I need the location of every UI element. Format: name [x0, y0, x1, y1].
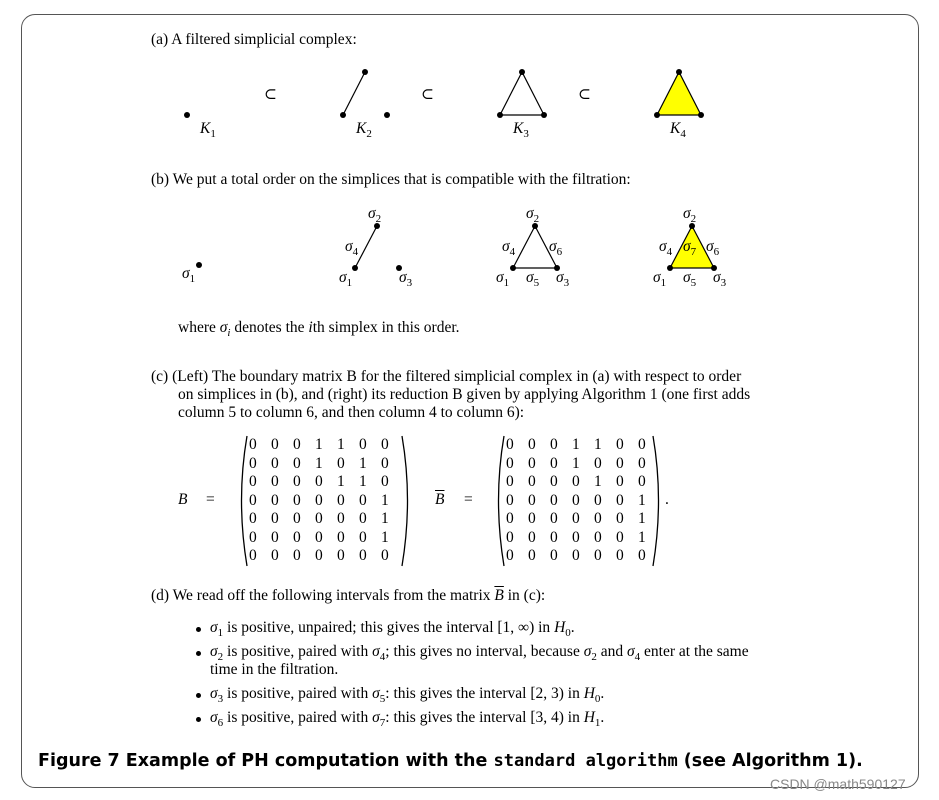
matrix-cell: 0 — [506, 547, 514, 564]
matrix-cell: 0 — [594, 528, 602, 546]
matrix-cell: 0 — [616, 473, 624, 490]
bullet-3: $\sigma_3$ is positive, paired with $\sigma_5$: this gives the interval [2, 3) in $H_0$. — [210, 685, 605, 706]
matrix-cell: 1 — [381, 528, 389, 546]
matrix-cell: 1 — [337, 436, 345, 453]
matrix-cell: 0 — [528, 454, 536, 472]
matrix-cell: 1 — [381, 491, 389, 509]
sigma-label: $\sigma_1$ — [339, 269, 353, 290]
matrix-cell: 0 — [271, 510, 279, 527]
matrix-cell: 0 — [506, 454, 514, 472]
matrix-cell: 0 — [638, 454, 646, 472]
subset-symbol: ⊂ — [264, 86, 277, 103]
matrix-cell: 0 — [271, 436, 279, 453]
sigma-label: $\sigma_6$ — [549, 238, 563, 259]
section-a-heading: (a) A filtered simplicial complex: — [151, 31, 357, 48]
matrix-cell: 0 — [315, 473, 323, 490]
matrix-cell: 0 — [293, 454, 301, 472]
matrix-cell: 0 — [616, 528, 624, 546]
matrix-cell: 0 — [572, 528, 580, 546]
matrix-cell: 0 — [337, 510, 345, 527]
matrix-cell: 0 — [293, 491, 301, 509]
matrix-cell: 0 — [528, 473, 536, 490]
matrix-cell: 0 — [506, 528, 514, 546]
matrix-cell: 0 — [249, 510, 257, 527]
matrix-cell: 0 — [359, 491, 367, 509]
section-c-line2: on simplices in (b), and (right) its reduction B given by applying Algorithm 1 (one first adds — [178, 386, 751, 403]
matrix-cell: 0 — [249, 547, 257, 564]
matrix-cell: 0 — [271, 547, 279, 564]
section-d-heading: (d) We read off the following intervals from the matrix $\overline{B}$ in (c): — [151, 587, 546, 604]
matrix-cell: 0 — [550, 510, 558, 527]
matrix-cell: 0 — [337, 528, 345, 546]
matrix-cell: 0 — [293, 547, 301, 564]
section-c-line1: (c) (Left) The boundary matrix B for the filtered simplicial complex in (a) with respect to order — [151, 368, 742, 385]
matrix-cell: 0 — [572, 491, 580, 509]
sigma-label: $\sigma_5$ — [526, 269, 540, 290]
matrix-cell: 1 — [638, 491, 646, 509]
sigma-label: $\sigma_3$ — [713, 269, 727, 290]
sigma-label: $\sigma_2$ — [368, 205, 382, 226]
matrix-cell: 1 — [359, 473, 367, 490]
bullet-dot — [196, 693, 201, 698]
sigma-label: $\sigma_7$ — [683, 238, 697, 259]
section-b-heading: (b) We put a total order on the simplices that is compatible with the filtration: — [151, 171, 631, 188]
matrix-cell: 0 — [381, 547, 389, 564]
sigma-label: $\sigma_2$ — [526, 205, 540, 226]
bullet-2-line2: time in the filtration. — [210, 661, 339, 678]
section-c-line3: column 5 to column 6, and then column 4 to column 6): — [178, 404, 525, 421]
matrix-cell: 0 — [249, 528, 257, 546]
matrix-cell: 0 — [528, 436, 536, 453]
matrix-cell: 0 — [315, 510, 323, 527]
matrix-cell: 0 — [359, 528, 367, 546]
equals-sign: = — [464, 491, 473, 508]
matrix-cell: 0 — [249, 454, 257, 472]
matrix-cell: 0 — [550, 436, 558, 453]
matrix-cell: 0 — [271, 491, 279, 509]
bullet-dot — [196, 651, 201, 656]
matrix-cell: 0 — [506, 491, 514, 509]
matrix-cell: 1 — [315, 454, 323, 472]
matrix-cell: 0 — [506, 510, 514, 527]
sigma-label: $\sigma_6$ — [706, 238, 720, 259]
figure-caption: Figure 7 Example of PH computation with the standard algorithm (see Algorithm 1). — [38, 751, 863, 771]
sigma-label: $\sigma_3$ — [556, 269, 570, 290]
matrix-cell: 0 — [315, 528, 323, 546]
matrix-cell: 0 — [359, 547, 367, 564]
matrix-cell: 1 — [638, 510, 646, 527]
sigma-label: $\sigma_4$ — [659, 238, 673, 259]
matrix-cell: 1 — [572, 454, 580, 472]
matrix-cell: 0 — [594, 491, 602, 509]
matrix-cell: 0 — [528, 528, 536, 546]
matrix-b-label: B — [178, 491, 188, 508]
matrix-cell: 0 — [550, 547, 558, 564]
sigma-label: $\sigma_2$ — [683, 205, 697, 226]
matrix-cell: 0 — [506, 473, 514, 490]
matrix-cell: 1 — [381, 510, 389, 527]
matrix-cell: 0 — [638, 473, 646, 490]
sigma-label: $\sigma_1$ — [653, 269, 667, 290]
matrix-cell: 0 — [359, 436, 367, 453]
matrix-cell: 0 — [528, 547, 536, 564]
matrix-cell: 0 — [271, 454, 279, 472]
bullet-dot — [196, 627, 201, 632]
matrix-cell: 0 — [315, 491, 323, 509]
where-line: where $\sigma_i$ denotes the ith simplex in this order. — [178, 319, 460, 340]
matrix-cell: 0 — [293, 528, 301, 546]
label-k4: $K_4$ — [670, 120, 686, 141]
matrix-cell: 0 — [337, 491, 345, 509]
matrix-cell: 1 — [359, 454, 367, 472]
matrix-cell: 0 — [572, 510, 580, 527]
matrix-bbar-label: $\overline{B}$ — [435, 491, 445, 508]
matrix-cell: 0 — [528, 510, 536, 527]
matrix-cell: 0 — [506, 436, 514, 453]
matrix-cell: 0 — [550, 491, 558, 509]
matrix-cell: 0 — [572, 473, 580, 490]
matrix-cell: 0 — [249, 491, 257, 509]
matrix-cell: 0 — [249, 473, 257, 490]
matrix-cell: 1 — [594, 473, 602, 490]
sigma-label: $\sigma_4$ — [502, 238, 516, 259]
bullet-4: $\sigma_6$ is positive, paired with $\sigma_7$: this gives the interval [3, 4) in $H_1$. — [210, 709, 605, 730]
subset-symbol: ⊂ — [421, 86, 434, 103]
label-k3: $K_3$ — [513, 120, 529, 141]
matrix-cell: 0 — [359, 510, 367, 527]
matrix-cell: 1 — [337, 473, 345, 490]
matrix-cell: 0 — [381, 454, 389, 472]
watermark: CSDN @math590127 — [770, 776, 906, 792]
matrix-cell: 0 — [528, 491, 536, 509]
matrix-cell: 0 — [315, 547, 323, 564]
matrix-cell: 0 — [271, 528, 279, 546]
matrix-cell: 0 — [271, 473, 279, 490]
bullet-dot — [196, 717, 201, 722]
matrix-cell: 0 — [249, 436, 257, 453]
bullet-2: $\sigma_2$ is positive, paired with $\sigma_4$; this gives no interval, because $\sigma_2$ and $\sigma_4$ enter at the same — [210, 643, 749, 664]
matrix-cell: 0 — [337, 547, 345, 564]
matrix-cell: 1 — [594, 436, 602, 453]
matrix-cell: 0 — [616, 547, 624, 564]
matrix-cell: 0 — [572, 547, 580, 564]
matrix-cell: 0 — [550, 473, 558, 490]
label-k2: $K_2$ — [356, 120, 372, 141]
matrix-cell: 0 — [293, 473, 301, 490]
matrix-cell: 0 — [638, 547, 646, 564]
matrix-cell: 0 — [550, 454, 558, 472]
matrix-cell: 1 — [315, 436, 323, 453]
matrix-cell: 0 — [293, 436, 301, 453]
matrix-cell: 0 — [616, 454, 624, 472]
equals-sign: = — [206, 491, 215, 508]
label-k1: $K_1$ — [200, 120, 216, 141]
sigma-label: $\sigma_3$ — [399, 269, 413, 290]
matrix-cell: 0 — [337, 454, 345, 472]
matrix-cell: 0 — [381, 436, 389, 453]
matrix-cell: 0 — [594, 547, 602, 564]
sigma-label: $\sigma_1$ — [496, 269, 510, 290]
matrix-cell: 0 — [594, 454, 602, 472]
subset-symbol: ⊂ — [578, 86, 591, 103]
period: . — [665, 491, 669, 508]
matrix-cell: 1 — [572, 436, 580, 453]
sigma-label: $\sigma_5$ — [683, 269, 697, 290]
sigma-label: $\sigma_4$ — [345, 238, 359, 259]
matrix-cell: 0 — [594, 510, 602, 527]
matrix-cell: 0 — [381, 473, 389, 490]
matrix-cell: 0 — [293, 510, 301, 527]
matrix-cell: 0 — [616, 436, 624, 453]
matrix-cell: 0 — [550, 528, 558, 546]
sigma-label: $\sigma_1$ — [182, 265, 196, 286]
matrix-cell: 0 — [616, 491, 624, 509]
matrix-cell: 0 — [638, 436, 646, 453]
matrix-cell: 1 — [638, 528, 646, 546]
matrix-cell: 0 — [616, 510, 624, 527]
bullet-1: $\sigma_1$ is positive, unpaired; this gives the interval [1, ∞) in $H_0$. — [210, 619, 575, 640]
